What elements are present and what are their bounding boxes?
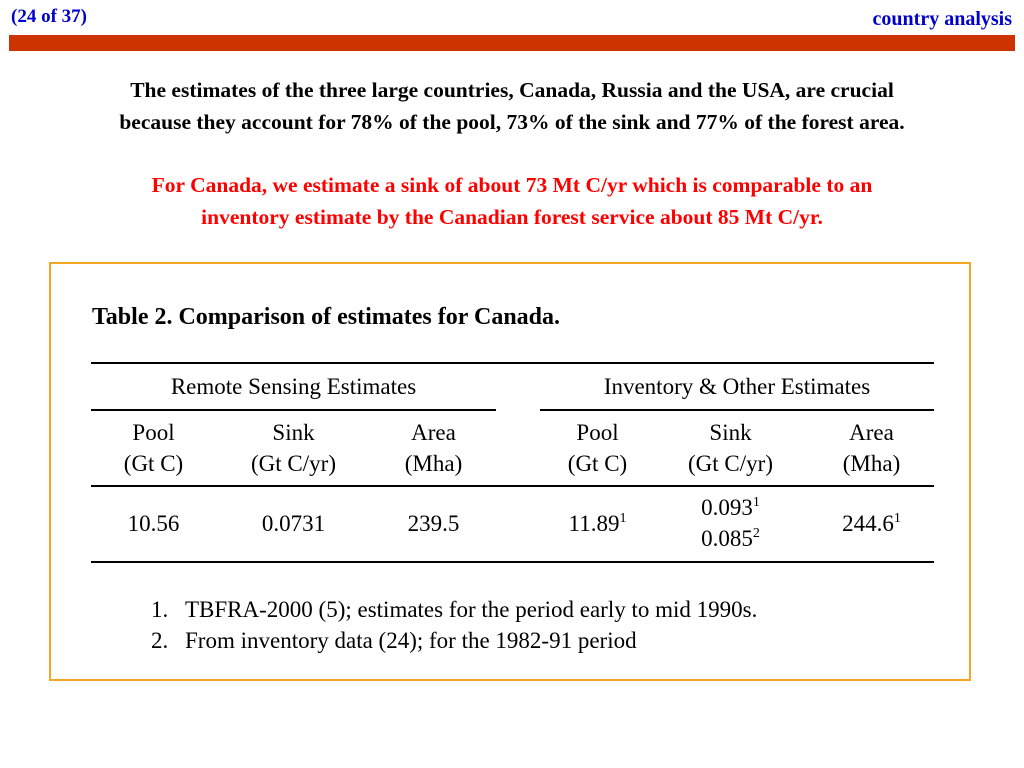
intro-line-2: because they account for 78% of the pool, 73% of the sink and 77% of the forest area. (119, 110, 905, 134)
cell-inv-pool (540, 508, 655, 539)
canada-note (0, 169, 1024, 233)
col-header-rs-area (371, 417, 496, 479)
col-header-inv-pool (540, 417, 655, 479)
header-bar (9, 35, 1015, 51)
cell-value: 0.093 (701, 495, 753, 520)
table-bottom-rule (91, 561, 934, 563)
cell-value: 11.89 (568, 511, 620, 536)
col-unit: (Mha) (842, 451, 901, 476)
cell-rs-sink: 0.0731 (261, 511, 326, 536)
footnote-ref: 1 (893, 511, 901, 526)
col-unit: (Mha) (404, 451, 463, 476)
footnote-ref: 1 (752, 495, 760, 510)
footnote-text: From inventory data (24); for the 1982-91 period (185, 628, 637, 653)
col-name: Sink (709, 420, 752, 445)
group-rule-remote-sensing (91, 409, 496, 411)
footnote-number: 2. (151, 628, 169, 653)
cell-value: 244.6 (842, 511, 894, 536)
col-header-rs-sink (226, 417, 361, 479)
group-header-inventory: Inventory & Other Estimates (603, 374, 871, 399)
footnote (151, 594, 757, 625)
footnote-ref: 2 (752, 526, 760, 541)
cell-rs-pool: 10.56 (127, 511, 180, 536)
col-unit: (Gt C/yr) (251, 451, 336, 476)
col-header-inv-sink (663, 417, 798, 479)
table-caption: Table 2. Comparison of estimates for Canada. (92, 304, 561, 330)
col-header-rs-pool (91, 417, 216, 479)
table-top-rule (91, 362, 934, 364)
cell-value-line (663, 523, 798, 554)
col-header-inv-area (809, 417, 934, 479)
cell-inv-area (809, 508, 934, 539)
intro-line-1: The estimates of the three large countries, Canada, Russia and the USA, are crucial (130, 78, 894, 102)
group-header-remote-sensing: Remote Sensing Estimates (170, 374, 417, 399)
canada-note-line-2: inventory estimate by the Canadian forest service about 85 Mt C/yr. (201, 205, 823, 229)
footnote-ref: 1 (619, 511, 627, 526)
col-unit: (Gt C) (567, 451, 628, 476)
col-unit: (Gt C/yr) (688, 451, 773, 476)
table-box (49, 262, 971, 681)
group-rule-inventory (540, 409, 934, 411)
col-name: Area (411, 420, 456, 445)
col-name: Area (849, 420, 894, 445)
section-title: country analysis (872, 8, 1012, 30)
footnotes (151, 594, 757, 656)
intro-paragraph (0, 74, 1024, 138)
col-name: Sink (272, 420, 315, 445)
cell-rs-area: 239.5 (407, 511, 460, 536)
col-name: Pool (576, 420, 619, 445)
cell-value-line (663, 492, 798, 523)
slide-number: (24 of 37) (11, 6, 87, 27)
col-name: Pool (132, 420, 175, 445)
footnote-number: 1. (151, 597, 169, 622)
col-unit: (Gt C) (123, 451, 184, 476)
cell-value: 0.085 (701, 526, 753, 551)
footnote (151, 625, 757, 656)
footnote-text: TBFRA-2000 (5); estimates for the period early to mid 1990s. (185, 597, 758, 622)
cell-inv-sink (663, 492, 798, 554)
header-bottom-rule (91, 485, 934, 487)
canada-note-line-1: For Canada, we estimate a sink of about 73 Mt C/yr which is comparable to an (151, 173, 873, 197)
